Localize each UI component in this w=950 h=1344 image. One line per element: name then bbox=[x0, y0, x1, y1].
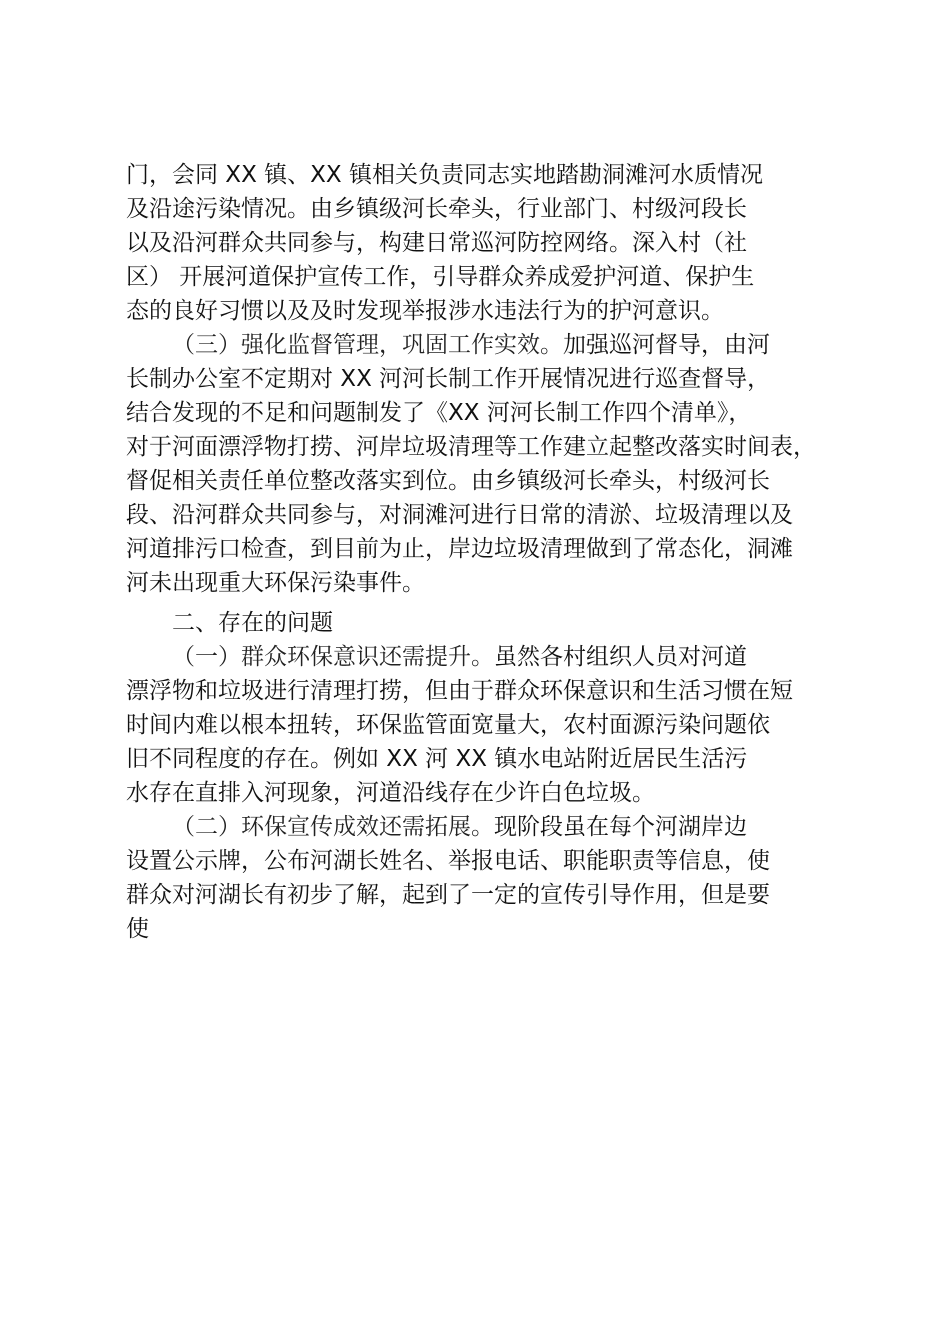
line-text: 河道排污口检查，到目前为止，岸边垃圾清理做到了常态化，洞滩 bbox=[126, 536, 793, 562]
line-text: 设置公示牌，公布河湖长姓名、举报电话、职能职责等信息，使 bbox=[126, 848, 770, 874]
line-text: 旧不同程度的存在。例如 XX 河 XX 镇水电站附近居民生活污 bbox=[126, 746, 748, 772]
body-line bbox=[126, 464, 770, 498]
body-line bbox=[126, 294, 724, 328]
line-text: 对于河面漂浮物打捞、河岸垃圾清理等工作建立起整改落实时间表， bbox=[126, 434, 816, 460]
line-text: 河未出现重大环保污染事件。 bbox=[126, 570, 425, 596]
subheading-text: （一）群众环保意识还需提升。 bbox=[172, 644, 494, 670]
line-text: 及沿途污染情况。由乡镇级河长牵头，行业部门、村级河段长 bbox=[126, 196, 747, 222]
section-line bbox=[172, 640, 747, 674]
line-text: 段、沿河群众共同参与，对洞滩河进行日常的清淤、垃圾清理以及 bbox=[126, 502, 793, 528]
body-line bbox=[126, 742, 747, 776]
body-line bbox=[126, 912, 149, 946]
body-line bbox=[126, 776, 655, 810]
subheading-text: （三）强化监督管理，巩固工作实效。 bbox=[172, 332, 563, 358]
body-line bbox=[126, 260, 754, 294]
section-line bbox=[172, 810, 747, 844]
section-heading bbox=[172, 606, 333, 640]
line-text: 漂浮物和垃圾进行清理打捞，但由于群众环保意识和生活习惯在短 bbox=[126, 678, 793, 704]
body-line bbox=[126, 674, 793, 708]
body-line bbox=[126, 878, 770, 912]
body-line bbox=[126, 532, 793, 566]
line-text: 群众对河湖长有初步了解，起到了一定的宣传引导作用，但是要 bbox=[126, 882, 770, 908]
line-text: 虽然各村组织人员对河道 bbox=[494, 644, 747, 670]
section-line bbox=[172, 328, 770, 362]
line-text: 态的良好习惯以及及时发现举报涉水违法行为的护河意识。 bbox=[126, 298, 724, 324]
line-text: 时间内难以根本扭转，环保监管面宽量大，农村面源污染问题依 bbox=[126, 712, 770, 738]
body-line bbox=[126, 158, 763, 192]
line-text: 使 bbox=[126, 916, 149, 942]
line-text: 督促相关责任单位整改落实到位。由乡镇级河长牵头，村级河长 bbox=[126, 468, 770, 494]
line-text: 水存在直排入河现象，河道沿线存在少许白色垃圾。 bbox=[126, 780, 655, 806]
body-line bbox=[126, 708, 770, 742]
body-line bbox=[126, 566, 425, 600]
line-text: 以及沿河群众共同参与，构建日常巡河防控网络。深入村（社 bbox=[126, 230, 747, 256]
line-text: 现阶段虽在每个河湖岸边 bbox=[494, 814, 747, 840]
body-line bbox=[126, 396, 751, 430]
subheading-text: （二）环保宣传成效还需拓展。 bbox=[172, 814, 494, 840]
line-text: 结合发现的不足和问题制发了《XX 河河长制工作四个清单》， bbox=[126, 400, 752, 426]
body-line bbox=[126, 226, 747, 260]
body-line bbox=[126, 430, 816, 464]
body-line bbox=[126, 844, 770, 878]
line-text: 加强巡河督导，由河 bbox=[563, 332, 770, 358]
heading-text: 二、存在的问题 bbox=[172, 610, 333, 636]
line-text: 区） 开展河道保护宣传工作，引导群众养成爱护河道、保护生 bbox=[126, 264, 755, 290]
body-line bbox=[126, 362, 770, 396]
body-line bbox=[126, 498, 793, 532]
line-text: 长制办公室不定期对 XX 河河长制工作开展情况进行巡查督导， bbox=[126, 366, 771, 392]
body-line bbox=[126, 192, 747, 226]
line-text: 门，会同 XX 镇、XX 镇相关负责同志实地踏勘洞滩河水质情况 bbox=[126, 162, 763, 188]
